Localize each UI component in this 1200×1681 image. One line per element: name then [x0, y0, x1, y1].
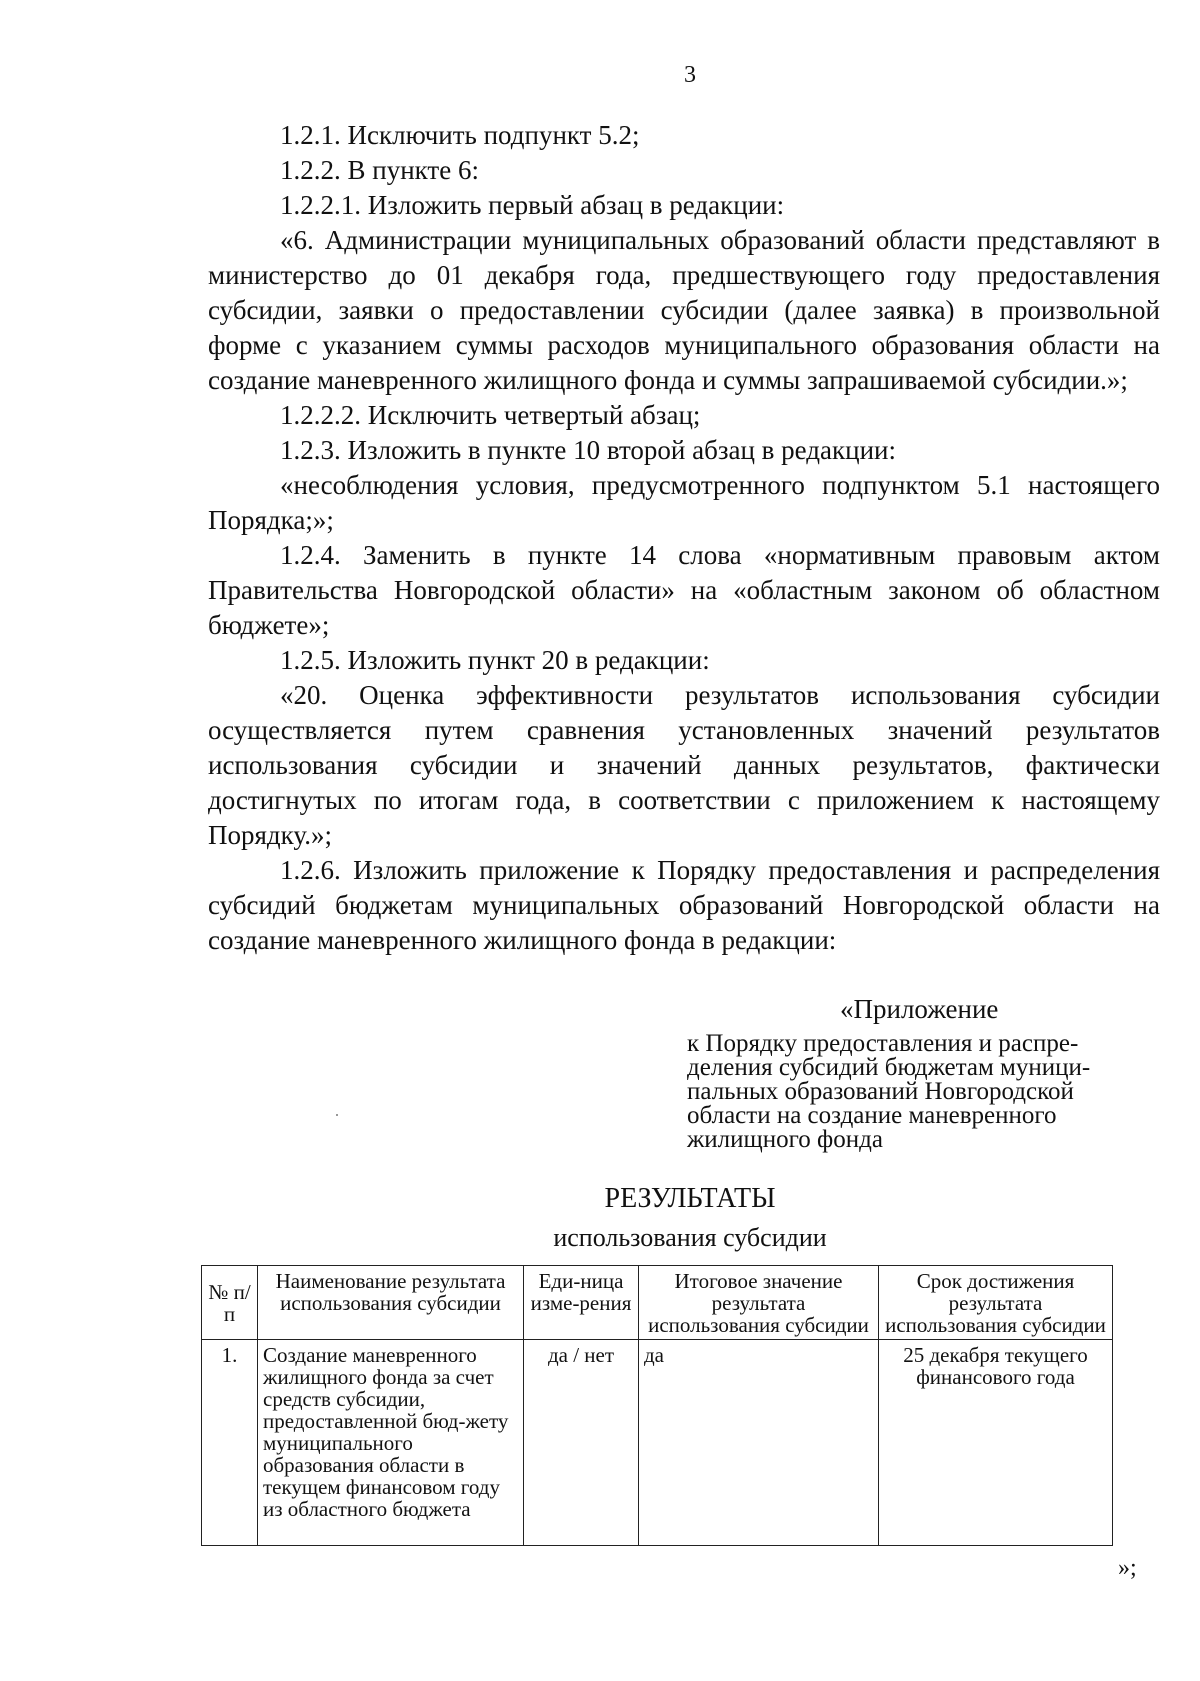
- results-table: [201, 1265, 1113, 1546]
- document-body: [208, 118, 1160, 958]
- appendix-title: «Приложение: [840, 994, 999, 1024]
- paragraph-1-2-3: 1.2.3. Изложить в пункте 10 второй абзац в редакции:: [280, 435, 896, 465]
- results-heading: РЕЗУЛЬТАТЫ: [604, 1183, 776, 1214]
- row-deadline: 25 декабря текущего финансового года: [879, 1340, 1113, 1546]
- row-result-name: Создание маневренного жилищного фонда за счет средств субсидии, предоставленной бюд-жету муниципального образования области в текущем финансовом году из областного бюджета: [258, 1340, 524, 1546]
- paragraph-1-2-4: 1.2.4. Заменить в пункте 14 слова «нормативным правовым актом Правительства Новгородской области» на «областным законом об областном бюджете»;: [208, 540, 1160, 640]
- column-header-final-value: Итоговое значение результата использования субсидии: [639, 1266, 879, 1340]
- paragraph-1-2-2: 1.2.2. В пункте 6:: [280, 155, 479, 185]
- table-header-row: [202, 1266, 1113, 1340]
- column-header-result-name: Наименование результата использования субсидии: [258, 1266, 524, 1340]
- row-final-value: да: [639, 1340, 879, 1546]
- scan-speck: [336, 1114, 338, 1116]
- column-header-number: № п/п: [202, 1266, 258, 1340]
- paragraph-1-2-1: 1.2.1. Исключить подпункт 5.2;: [280, 120, 640, 150]
- closing-quote-mark: »;: [1118, 1555, 1137, 1581]
- paragraph-1-2-2-1: 1.2.2.1. Изложить первый абзац в редакции:: [280, 190, 785, 220]
- row-number: 1.: [202, 1340, 258, 1546]
- results-subheading: использования субсидии: [553, 1223, 827, 1252]
- column-header-unit: Еди-ница изме-рения: [524, 1266, 639, 1340]
- appendix-reference: к Порядку предоставления и распре-деления субсидий бюджетам муници-пальных образований Новгородской области на создание маневренного жилищного фонда: [687, 1030, 1091, 1153]
- table-row: [202, 1340, 1113, 1546]
- paragraph-quote-10: «несоблюдения условия, предусмотренного подпунктом 5.1 настоящего Порядка;»;: [208, 470, 1160, 535]
- column-header-deadline: Срок достижения результата использования субсидии: [879, 1266, 1113, 1340]
- paragraph-quote-6: «6. Администрации муниципальных образований области представляют в министерство до 01 декабря года, предшествующего году предоставления субсидии, заявки о предоставлении субсидии (далее заявка) в произвольной форме с указанием суммы расходов муниципального образования области на создание маневренного жилищного фонда и суммы запрашиваемой субсидии.»;: [208, 225, 1160, 395]
- paragraph-1-2-6: 1.2.6. Изложить приложение к Порядку предоставления и распределения субсидий бюджетам муниципальных образований Новгородской области на создание маневренного жилищного фонда в редакции:: [208, 855, 1160, 955]
- paragraph-1-2-2-2: 1.2.2.2. Исключить четвертый абзац;: [280, 400, 701, 430]
- row-unit: да / нет: [524, 1340, 639, 1546]
- paragraph-quote-20: «20. Оценка эффективности результатов использования субсидии осуществляется путем сравнения установленных значений результатов использования субсидии и значений данных результатов, фактически достигнутых по итогам года, в соответствии с приложением к настоящему Порядку.»;: [208, 680, 1160, 850]
- paragraph-1-2-5: 1.2.5. Изложить пункт 20 в редакции:: [280, 645, 710, 675]
- page-number: 3: [684, 62, 696, 88]
